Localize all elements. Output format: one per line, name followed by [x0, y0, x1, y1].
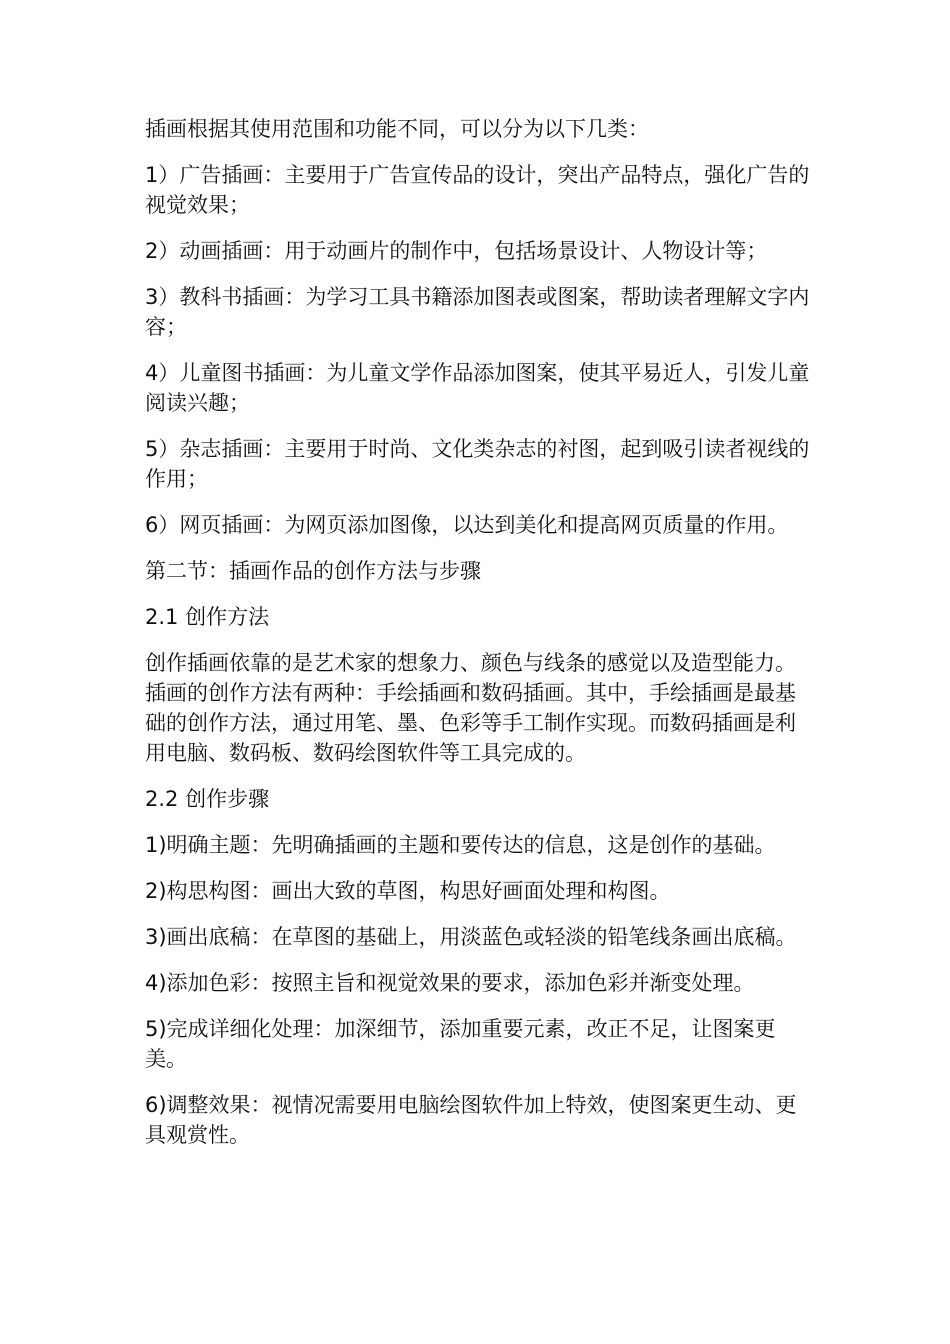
list-item-web-illustration: 6）网页插画：为网页添加图像，以达到美化和提高网页质量的作用。 — [145, 513, 789, 537]
subsection-heading-methods: 2.1 创作方法 — [145, 605, 270, 629]
list-item-magazine-illustration: 5）杂志插画：主要用于时尚、文化类杂志的衬图，起到吸引读者视线的作用； — [145, 437, 810, 491]
subsection-heading-steps: 2.2 创作步骤 — [145, 787, 270, 811]
text-column — [145, 114, 813, 1166]
list-item-childrens-book-illustration: 4）儿童图书插画：为儿童文学作品添加图案，使其平易近人，引发儿童阅读兴趣； — [145, 361, 810, 415]
step-item-theme: 1)明确主题：先明确插画的主题和要传达的信息，这是创作的基础。 — [145, 833, 776, 857]
step-item-adjust: 6)调整效果：视情况需要用电脑绘图软件加上特效，使图案更生动、更具观赏性。 — [145, 1093, 797, 1147]
step-item-draft: 3)画出底稿：在草图的基础上，用淡蓝色或轻淡的铅笔线条画出底稿。 — [145, 925, 797, 949]
list-item-textbook-illustration: 3）教科书插画：为学习工具书籍添加图表或图案，帮助读者理解文字内容； — [145, 285, 810, 339]
step-item-color: 4)添加色彩：按照主旨和视觉效果的要求，添加色彩并渐变处理。 — [145, 971, 755, 995]
section-heading: 第二节：插画作品的创作方法与步骤 — [145, 559, 481, 583]
step-item-detail: 5)完成详细化处理：加深细节，添加重要元素，改正不足，让图案更美。 — [145, 1017, 776, 1071]
step-item-composition: 2)构思构图：画出大致的草图，构思好画面处理和构图。 — [145, 879, 671, 903]
list-item-animation-illustration: 2）动画插画：用于动画片的制作中，包括场景设计、人物设计等； — [145, 239, 768, 263]
list-item-ad-illustration: 1）广告插画：主要用于广告宣传品的设计，突出产品特点，强化广告的视觉效果； — [145, 163, 810, 217]
methods-paragraph: 创作插画依靠的是艺术家的想象力、颜色与线条的感觉以及造型能力。插画的创作方法有两种：手绘插画和数码插画。其中，手绘插画是最基础的创作方法，通过用笔、墨、色彩等手工制作实现。而数码插画是利用电脑、数码板、数码绘图软件等工具完成的。 — [145, 651, 796, 765]
intro-paragraph: 插画根据其使用范围和功能不同，可以分为以下几类： — [145, 117, 649, 141]
